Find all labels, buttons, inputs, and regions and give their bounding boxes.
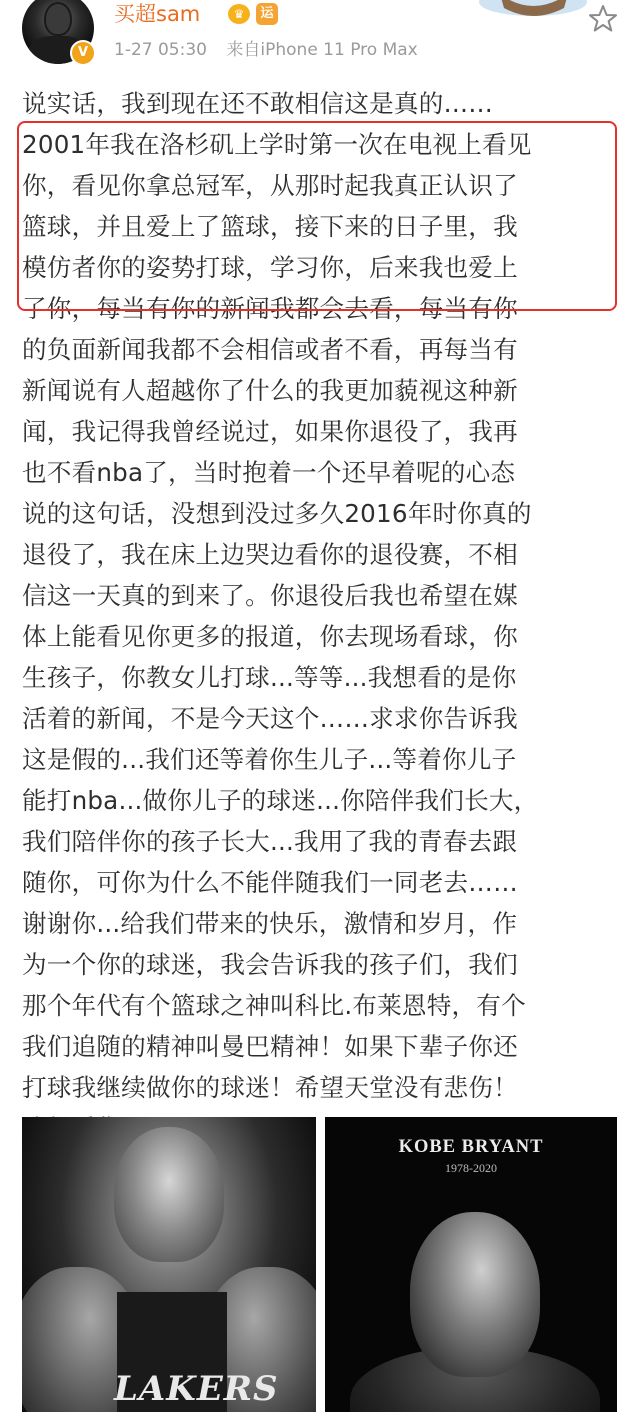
crown-badge-icon: ♛ [228, 4, 250, 24]
username[interactable]: 买超sam [114, 2, 201, 26]
post-image-kobe-memorial[interactable] [325, 1117, 617, 1412]
post-timestamp: 1-27 05:30 [114, 40, 207, 60]
post-line: 也不看nba了，当时抱着一个还早着呢的心态 [22, 458, 516, 487]
post-line: 生孩子，你教女儿打球...等等...我想看的是你 [22, 663, 517, 692]
post-line: 退役了，我在床上边哭边看你的退役赛，不相 [22, 540, 518, 569]
post-line: 了你，每当有你的新闻我都会去看，每当有你 [22, 294, 518, 323]
post-line: 你，看见你拿总冠军，从那时起我真正认识了 [22, 171, 518, 200]
post-line: 信这一天真的到来了。你退役后我也希望在媒 [22, 581, 518, 610]
post-source: 来自iPhone 11 Pro Max [226, 40, 418, 60]
memorial-years: 1978-2020 [445, 1161, 497, 1175]
post-line: 说实话，我到现在还不敢相信这是真的…… [22, 89, 494, 118]
image-face [410, 1212, 540, 1377]
jersey-text: LAKERS [114, 1369, 279, 1409]
post-line: 我们追随的精神叫曼巴精神！如果下辈子你还 [22, 1032, 518, 1061]
post-line: 的负面新闻我都不会相信或者不看，再每当有 [22, 335, 518, 364]
post-line: 随你，可你为什么不能伴随我们一同老去…… [22, 868, 518, 897]
post-line: 打球我继续做你的球迷！希望天堂没有悲伤！ [22, 1073, 518, 1102]
post-line: 闻，我记得我曾经说过，如果你退役了，我再 [22, 417, 518, 446]
star-icon[interactable] [588, 4, 618, 34]
post-line: 我们陪伴你的孩子长大...我用了我的青春去跟 [22, 827, 518, 856]
post-line: 篮球，并且爱上了篮球，接下来的日子里，我 [22, 212, 518, 241]
post-line: 活着的新闻，不是今天这个……求求你告诉我 [22, 704, 518, 733]
post-line: 2001年我在洛杉矶上学时第一次在电视上看见 [22, 130, 532, 159]
post-header [0, 0, 640, 75]
post-line: 模仿者你的姿势打球，学习你，后来我也爱上 [22, 253, 518, 282]
boat-decoration-icon [478, 0, 588, 26]
post-line: 谢谢你...给我们带来的快乐，激情和岁月，作 [22, 909, 518, 938]
avatar-head [44, 2, 72, 36]
post-meta [114, 38, 432, 62]
highlight-annotation [17, 121, 617, 311]
post-image-kobe-lakers[interactable] [22, 1117, 316, 1412]
yun-badge-icon: 运 [256, 3, 278, 25]
image-face [114, 1127, 224, 1262]
post-line: 为一个你的球迷，我会告诉我的孩子们，我们 [22, 950, 518, 979]
post-line: 那个年代有个篮球之神叫科比.布莱恩特，有个 [22, 991, 526, 1020]
verified-badge-icon: V [70, 40, 96, 66]
post-line: 能打nba...做你儿子的球迷...你陪伴我们长大， [22, 786, 539, 815]
memorial-title: KOBE BRYANT [398, 1137, 544, 1157]
post-line: 体上能看见你更多的报道，你去现场看球，你 [22, 622, 518, 651]
post-line: 这是假的...我们还等着你生儿子...等着你儿子 [22, 745, 517, 774]
post-line: 说的这句话，没想到没过多久2016年时你真的 [22, 499, 532, 528]
post-line: 新闻说有人超越你了什么的我更加藐视这种新 [22, 376, 518, 405]
